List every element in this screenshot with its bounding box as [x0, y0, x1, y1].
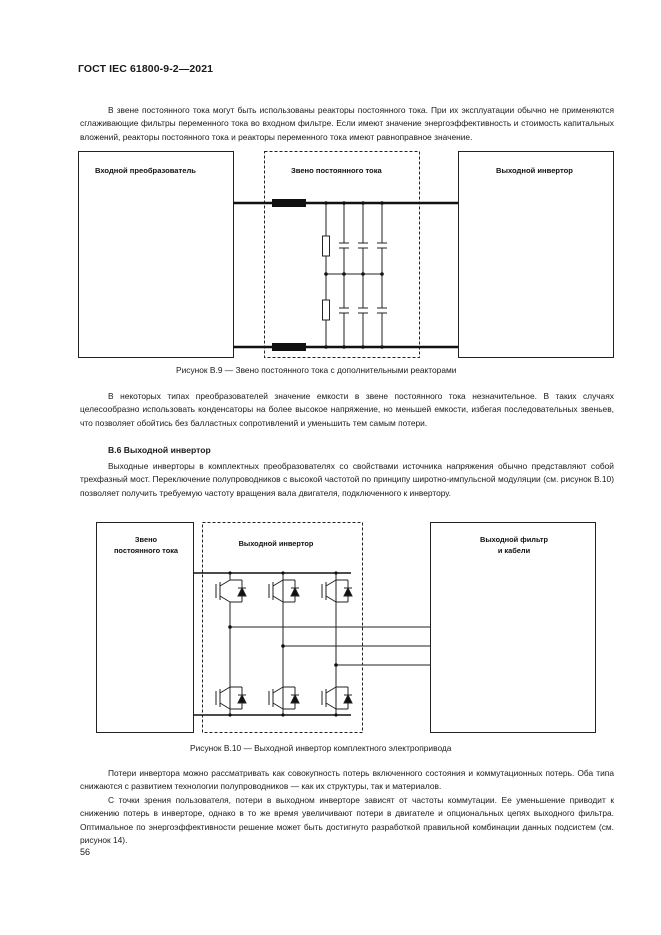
igbt-upper-2 [269, 580, 299, 602]
dc-reactor-top [272, 199, 306, 207]
figure-b10-caption: Рисунок В.10 — Выходной инвертор комплектного электропривода [190, 743, 452, 753]
balance-resistor-top [323, 236, 330, 256]
figure-b9-caption: Рисунок В.9 — Звено постоянного тока с дополнительными реакторами [176, 365, 457, 375]
label-output-inverter: Выходной инвертор [496, 166, 573, 175]
igbt-upper-1 [214, 576, 248, 606]
paragraph-output-inverters: Выходные инверторы в комплектных преобразователях со свойствами источника напряжения обычно представляют собой трехфазный мост. Переключение полупроводников с высокой частотой по принципу широтно-импульсной модуляции (см. рисунок В.10) позволяет получить требуемую частоту вращения вала двигателя, подключенного к инвертору. [80, 461, 614, 498]
output-inverter-box [459, 152, 614, 358]
balance-resistor-bottom [323, 300, 330, 320]
label-output-filter-line2: и кабели [497, 546, 531, 555]
paragraph-capacitance: В некоторых типах преобразователей значение емкости в звене постоянного тока незначительное. В таких случаях целесообразно использовать конденсаторы на более высокое напряжение, но меньшей емкости, избегая последовательных звеньев, что позволяет обойтись без балластных сопротивлений и уменьшить тем самым потери. [80, 391, 614, 428]
igbt-lower-2 [269, 687, 299, 709]
label-dc-link: Звено постоянного тока [291, 166, 382, 175]
paragraph-switching-frequency: С точки зрения пользователя, потери в выходном инверторе зависят от частоты коммутации. Ее уменьшение приводит к снижению потерь в инверторе, однако в то же время увеличивают потери в двигателе и опциональных цепях выходного фильтра. Оптимальное по энергоэффективности решение может быть достигнуто разработкой правильной комбинации данных подсистем (см. рисунок 14). [80, 795, 614, 845]
igbt-lower-1 [216, 687, 246, 709]
paragraph-inverter-losses: Потери инвертора можно рассматривать как совокупность потерь включенного состояния и коммутационных потерь. Оба типа снижаются с развитием технологии полупроводников — как их структуры, так и материалов. [80, 768, 614, 792]
input-converter-box [79, 152, 234, 358]
document-header: ГОСТ IEC 61800-9-2—2021 [78, 63, 214, 75]
label-dc-link-line2: постоянного тока [113, 546, 179, 555]
label-dc-link-line1: Звено [134, 535, 158, 544]
dc-reactor-bottom [272, 343, 306, 351]
label-output-filter-line1: Выходной фильтр [480, 535, 548, 544]
figure-b10-diagram [0, 515, 661, 740]
page-number: 56 [80, 847, 91, 857]
section-heading: В.6 Выходной инвертор [108, 445, 211, 455]
paragraph-dc-reactors: В звене постоянного тока могут быть использованы реакторы постоянного тока. При их эксплуатации обычно не применяются сглаживающие фильтры переменного тока во входном фильтре. Если имеют значение энергоэффективность и стоимость капитальных вложений, реакторы постоянного тока и реакторы переменного тока имеют равноправное значение. [80, 105, 614, 142]
figure-b9-diagram [0, 0, 661, 380]
label-output-inverter-b10: Выходной инвертор [238, 539, 314, 548]
label-input-converter: Входной преобразователь [95, 166, 196, 175]
igbt-upper-3 [322, 580, 352, 602]
dc-link-box [265, 152, 420, 358]
igbt-lower-3 [322, 687, 352, 709]
